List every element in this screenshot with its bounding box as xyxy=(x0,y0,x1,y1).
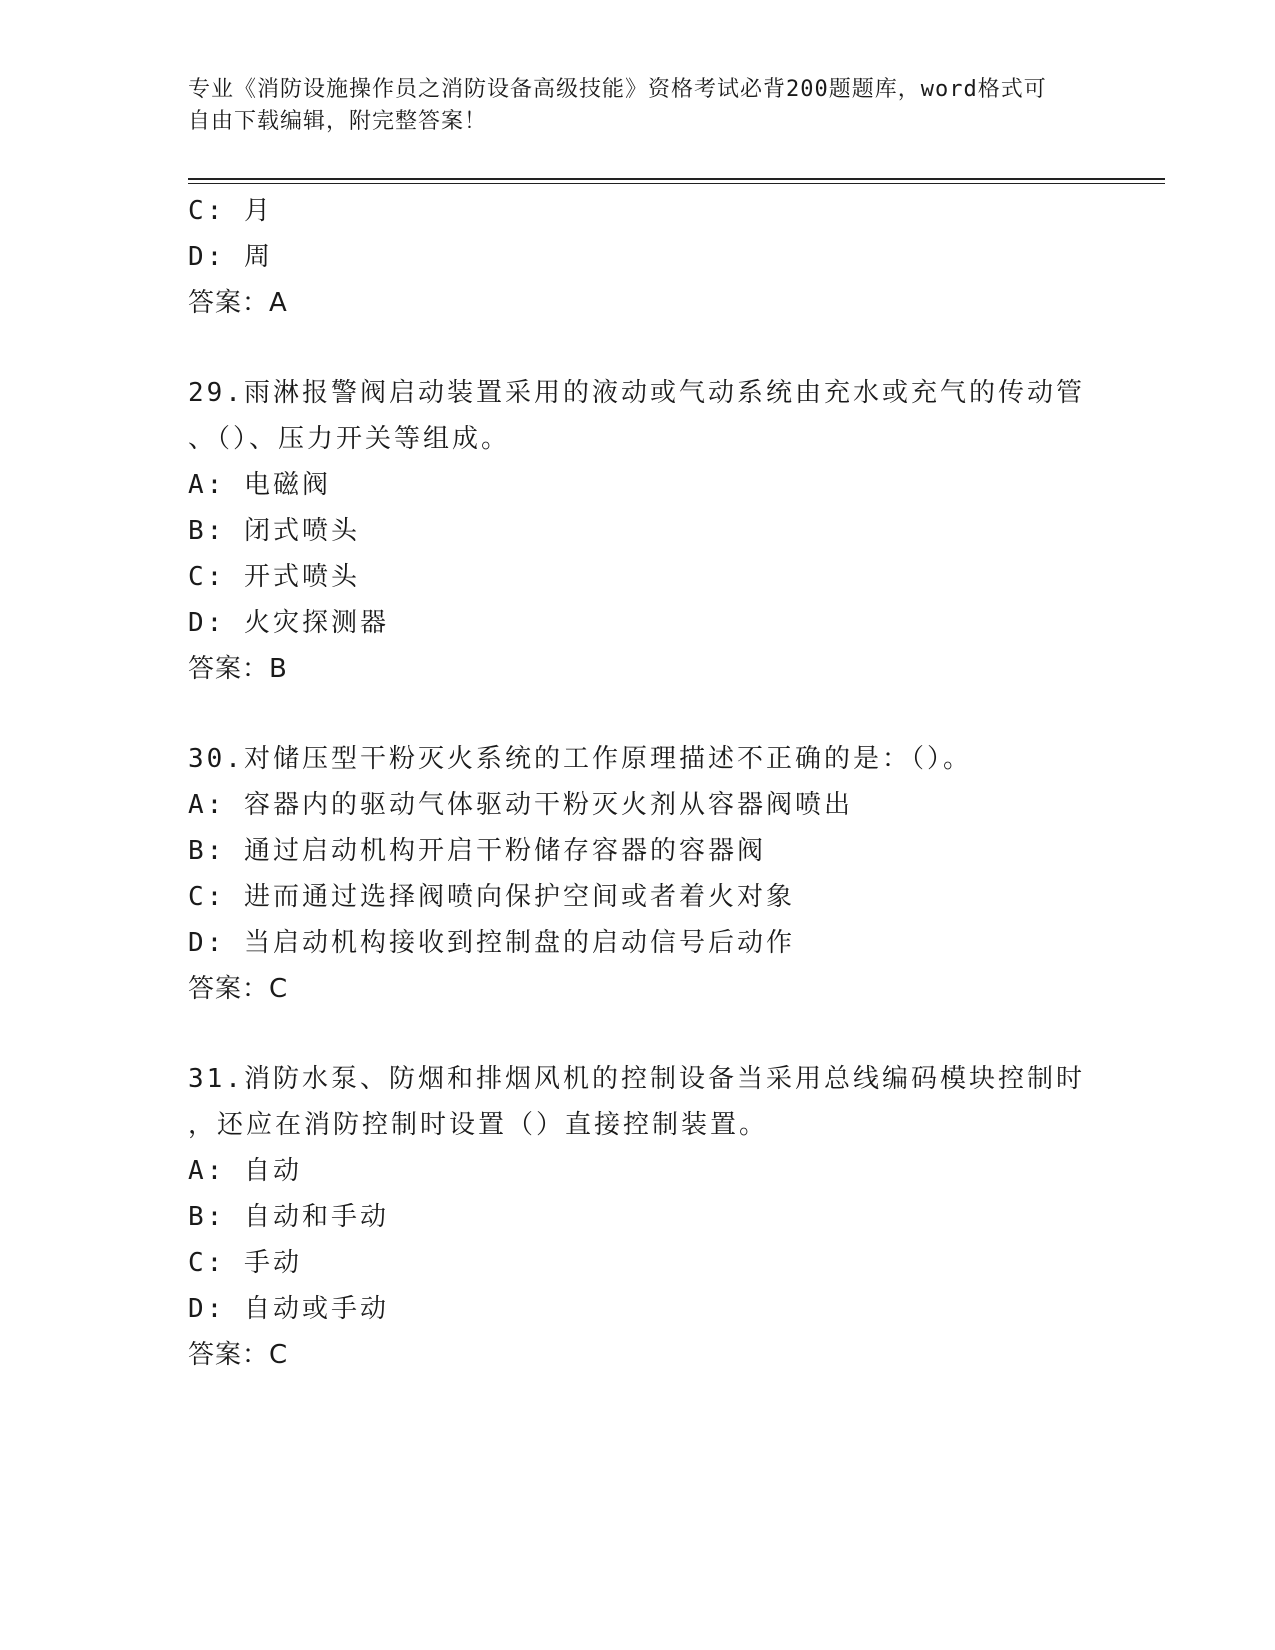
option-c: C: 进而通过选择阀喷向保护空间或者着火对象 xyxy=(188,882,795,912)
question-30 xyxy=(188,736,1088,1012)
question-31 xyxy=(188,1056,1088,1378)
question-text: 29.雨淋报警阀启动装置采用的液动或气动系统由充水或充气的传动管 xyxy=(188,378,1085,408)
document-header xyxy=(188,74,1068,138)
question-text: 30.对储压型干粉灭火系统的工作原理描述不正确的是：（）。 xyxy=(188,744,972,774)
question-text-cont: ，还应在消防控制时设置（）直接控制装置。 xyxy=(188,1110,769,1140)
option-b: B: 通过启动机构开启干粉储存容器的容器阀 xyxy=(188,836,766,866)
option-a: A: 自动 xyxy=(188,1156,302,1186)
question-text: 31.消防水泵、防烟和排烟风机的控制设备当采用总线编码模块控制时 xyxy=(188,1064,1085,1094)
spacer xyxy=(188,326,1088,370)
question-continuation xyxy=(188,188,1088,326)
option-d: D: 火灾探测器 xyxy=(188,608,389,638)
option-d: D: 自动或手动 xyxy=(188,1294,389,1324)
option-b: B: 自动和手动 xyxy=(188,1202,389,1232)
header-rule-thin xyxy=(188,183,1165,184)
option-c: C: 开式喷头 xyxy=(188,562,360,592)
option-a: A: 电磁阀 xyxy=(188,470,331,500)
answer: 答案：C xyxy=(188,1340,289,1370)
answer: 答案：B xyxy=(188,654,288,684)
spacer xyxy=(188,1012,1088,1056)
option-d: D: 当启动机构接收到控制盘的启动信号后动作 xyxy=(188,928,795,958)
option-c: C: 月 xyxy=(188,196,273,226)
header-text: 专业《消防设施操作员之消防设备高级技能》资格考试必背200题题库，word格式可自由下载编辑，附完整答案！ xyxy=(188,77,1047,134)
option-a: A: 容器内的驱动气体驱动干粉灭火剂从容器阀喷出 xyxy=(188,790,853,820)
header-rule xyxy=(188,178,1165,180)
answer: 答案：A xyxy=(188,288,288,318)
option-c: C: 手动 xyxy=(188,1248,302,1278)
question-text-cont: 、（）、压力开关等组成。 xyxy=(188,424,511,454)
answer: 答案：C xyxy=(188,974,289,1004)
document-body xyxy=(188,188,1088,1378)
question-29 xyxy=(188,370,1088,692)
spacer xyxy=(188,692,1088,736)
option-b: B: 闭式喷头 xyxy=(188,516,360,546)
option-d: D: 周 xyxy=(188,242,273,272)
